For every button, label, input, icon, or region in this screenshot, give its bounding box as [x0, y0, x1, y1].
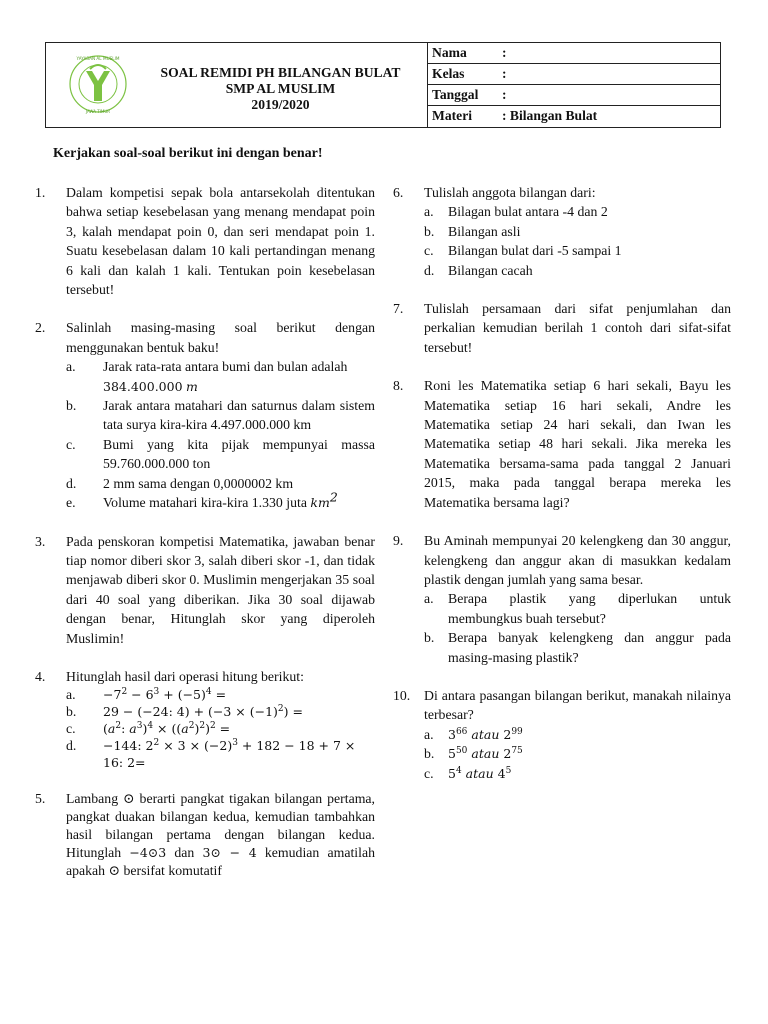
- question-2: 2. Salinlah masing-masing soal berikut dengan menggunakan bentuk baku! a. Jarak rata-rata antara bumi dan bulan adalah 384.400.000 m b. Jarak antara matahari dan saturnus dalam sistem tata surya kira-kira 4.497.000.000 km c. Bumi yang kita pijak mempunyai massa 59.760.000.000 ton d. 2 mm sama dengan 0,0000002 km e. Volume matahari kira-kira 1.330 juta $km^2$: [35, 318, 375, 512]
- q6-item-a: a. Bilagan bulat antara -4 dan 2: [424, 204, 608, 220]
- instruction: Kerjakan soal-soal berikut ini dengan benar!: [53, 146, 323, 161]
- q6-item-b: b. Bilangan asli: [424, 223, 521, 239]
- title-line-3: 2019/2020: [251, 97, 310, 112]
- q2-item-b: b. Jarak antara matahari dan saturnus dalam sistem tata surya kira-kira 4.497.000.000 km: [66, 398, 375, 433]
- q4-item-d: d. −144: $2^2 \times 3 \times (-2)^3 + 182 - 18 + 7$ × 16: 2=: [66, 738, 356, 771]
- q10-item-b: b. $5^{50}$ atau $2^{75}$: [424, 746, 523, 762]
- header-fields: [428, 43, 720, 127]
- q2-item-a: a. Jarak rata-rata antara bumi dan bulan adalah 384.400.000 m: [66, 359, 348, 394]
- q4-item-c: c. ($a^2$: $a^3)^4 \times ((a^2)^2)^2$ =: [66, 721, 231, 737]
- logo-text-top: YAYASAN AL MUSLIM: [76, 56, 120, 61]
- question-9: 9. Bu Aminah mempunyai 20 kelengkeng dan 30 anggur, kelengkeng dan anggur akan di masukkan kedalam plastik dengan jumlah yang sama besar. a. Berapa plastik yang diperlukan untuk membungkus buah tersebut? b. Berapa banyak kelengkeng dan anggur pada masing-masing plastik?: [393, 531, 731, 667]
- question-1: 1. Dalam kompetisi sepak bola antarsekolah ditentukan bahwa setiap kesebelasan yang menang mendapat poin 3, kalah mendapat poin 0, dan seri mendapat poin 1. Suatu kesebelasan dalam 10 kali pertandingan menang 6 kali dan kalah 1 kali. Tentukan poin kesebelasan tersebut!: [35, 185, 375, 298]
- question-4: 4. Hitunglah hasil dari operasi hitung berikut: a. $-7^2 - 6^3 + (-5)^4$ = b. 29 − (−24: $4) + (-3 \times (-1)^2)$ = c. ($a^2$: $a^3)^4 \times ((a^2)^2)^2$ = d. −144: $2^2 \times 3 \times (-2)^3 + 182 - 18 + 7$ × 16: 2=: [35, 667, 375, 771]
- q10-item-a: a. $3^{66}$ atau $2^{99}$: [424, 726, 523, 742]
- q9-item-a: a. Berapa plastik yang diperlukan untuk membungkus buah tersebut?: [424, 591, 731, 626]
- field-nama[interactable]: Nama :: [428, 43, 720, 64]
- field-tanggal[interactable]: Tanggal :: [428, 85, 720, 106]
- q2-item-c: c. Bumi yang kita pijak mempunyai massa 59.760.000.000 ton: [66, 436, 375, 472]
- title-line-2: SMP AL MUSLIM: [225, 81, 336, 96]
- q4-item-a: a. $-7^2 - 6^3 + (-5)^4$ =: [66, 687, 227, 703]
- field-kelas[interactable]: Kelas :: [428, 64, 720, 85]
- q2-item-d: d. 2 mm sama dengan 0,0000002 km: [66, 475, 294, 491]
- question-8: 8. Roni les Matematika setiap 6 hari sekali, Bayu les Matematika setiap 16 hari sekali, Andre les Matematika setiap 24 hari sekali, dan Iwan les Matematika setiap 48 hari sekali. Jika mereka les Matematika bersama-sama pada tanggal 2 Januari 2015, maka pada tanggal berapa mereka les Matematika bersama lagi?: [393, 378, 731, 510]
- q4-item-b: b. 29 − (−24: $4) + (-3 \times (-1)^2)$ =: [66, 704, 303, 720]
- q2-item-e: e. Volume matahari kira-kira 1.330 juta $km^2$: [66, 489, 338, 511]
- question-5: 5. Lambang ⊙ berarti pangkat tigakan bilangan pertama, pangkat duakan bilangan kedua, kemudian tambahkan hasil bilangan pertama dengan bilangan kedua. Hitunglah −4⊙3 dan 3⊙ − 4 kemudian amatilah apakah ⊙ bersifat komutatif: [35, 791, 375, 879]
- right-column: [393, 183, 731, 783]
- question-3: 3. Pada penskoran kompetisi Matematika, jawaban benar tiap nomor diberi skor 3, salah diberi skor -1, dan tidak menjawab diberi skor 0. Muslimin mengerjakan 35 soal dari 40 soal yang diberikan. Jika 30 soal dijawab dengan benar, Hitunglah skor yang diperoleh Muslimin!: [35, 533, 375, 646]
- q6-item-d: d. Bilangan cacah: [424, 262, 533, 278]
- logo-text-bottom: JAWA TIMUR: [85, 109, 111, 114]
- left-column: [35, 183, 375, 880]
- question-7: 7. Tulislah persamaan dari sifat penjumlahan dan perkalian kemudian berilah 1 contoh dari sifat-sifat tersebut!: [393, 301, 731, 355]
- q9-item-b: b. Berapa banyak kelengkeng dan anggur pada masing-masing plastik?: [424, 630, 731, 665]
- title-line-1: SOAL REMIDI PH BILANGAN BULAT: [160, 65, 401, 80]
- header-title-cell: [46, 43, 428, 127]
- header-title: [138, 65, 423, 113]
- q10-item-c: c. $5^4$ atau $4^5$: [424, 765, 512, 781]
- q6-item-c: c. Bilangan bulat dari -5 sampai 1: [424, 243, 622, 259]
- question-10: 10. Di antara pasangan bilangan berikut, manakah nilainya terbesar? a. $3^{66}$ atau $2^{99}$ b. $5^{50}$ atau $2^{75}$ c. $5^4$ atau $4^5$: [393, 686, 731, 783]
- header-table: [45, 42, 721, 128]
- field-materi: Materi : Bilangan Bulat: [432, 108, 598, 123]
- question-6: 6. Tulislah anggota bilangan dari: a. Bilagan bulat antara -4 dan 2 b. Bilangan asli c. Bilangan bulat dari -5 sampai 1 d. Bilangan cacah: [393, 183, 731, 280]
- school-logo-icon: [68, 51, 128, 117]
